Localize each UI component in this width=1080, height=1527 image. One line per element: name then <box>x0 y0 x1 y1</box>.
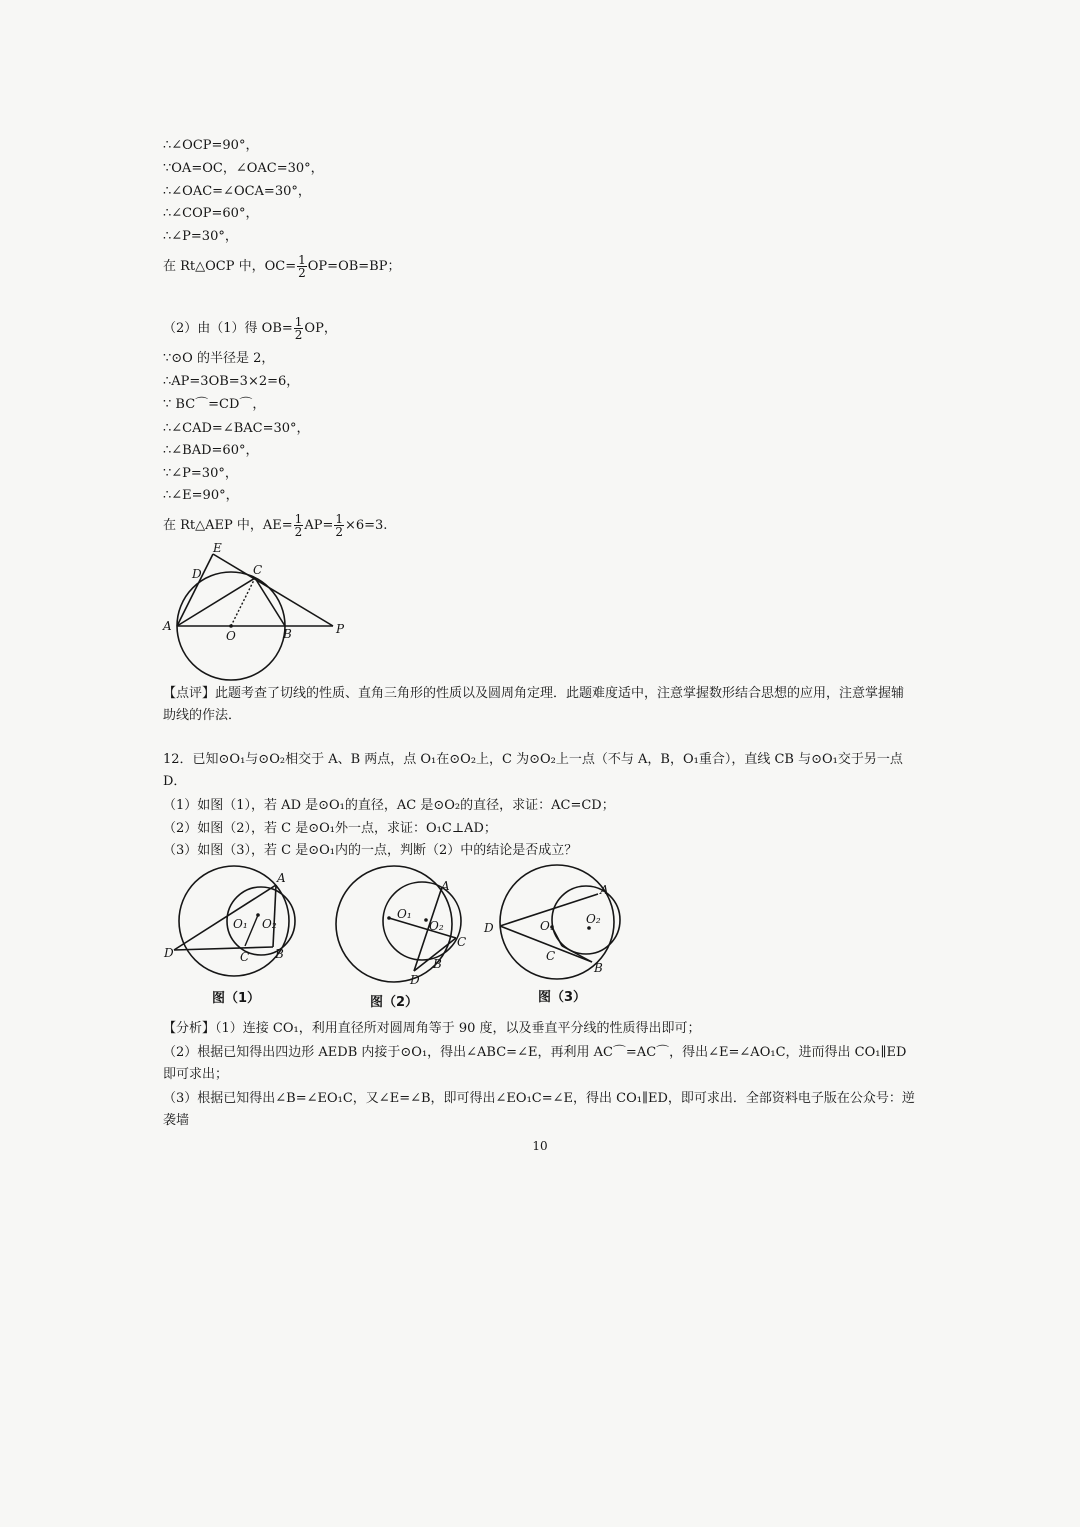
caption-figure-3: 图（3） <box>538 990 587 1005</box>
label-o2: O₂ <box>262 917 277 931</box>
line-db <box>174 947 273 950</box>
text: OP， <box>304 321 337 336</box>
line-ep <box>213 554 333 626</box>
text: 在 Rt△AEP 中，AE= <box>163 518 293 533</box>
label-b: B <box>283 627 292 641</box>
proof-line: ∵⊙O 的半径是 2， <box>163 351 275 366</box>
text: 在 Rt△OCP 中，OC= <box>163 259 297 274</box>
analysis-2: （2）根据已知得出四边形 AEDB 内接于⊙O₁，得出∠ABC=∠E，再利用 AC⌒=AC⌒，得出∠E=∠AO₁C，进而得出 CO₁∥ED 即可求出； <box>163 1045 907 1082</box>
label-c: C <box>546 949 556 963</box>
proof-line-fraction <box>163 254 400 279</box>
caption-figure-1: 图（1） <box>212 991 261 1006</box>
fraction <box>294 316 304 341</box>
label-o1: O₁ <box>397 907 412 921</box>
problem-question: （1）如图（1），若 AD 是⊙O₁的直径，AC 是⊙O₂的直径，求证：AC=CD； <box>163 798 615 813</box>
problem-stem: 12．已知⊙O₁与⊙O₂相交于 A、B 两点，点 O₁在⊙O₂上，C 为⊙O₂上一点（不与 A，B，O₁重合），直线 CB 与⊙O₁交于另一点 D． <box>163 752 903 789</box>
label-a: A <box>163 619 172 633</box>
proof-line-fraction <box>163 513 387 538</box>
label-o: O <box>226 629 236 643</box>
proof-line: ∴AP=3OB=3×2=6， <box>163 374 300 389</box>
text: （2）由（1）得 OB= <box>163 321 293 336</box>
proof-line: ∵OA=OC，∠OAC=30°， <box>163 161 324 176</box>
proof-line: ∴∠OAC=∠OCA=30°， <box>163 184 311 199</box>
label-b: B <box>594 961 603 975</box>
line-o1c <box>389 918 456 938</box>
label-c: C <box>240 950 250 964</box>
numerator: 1 <box>294 512 303 526</box>
center-o <box>229 624 233 628</box>
label-c: C <box>253 563 263 577</box>
fraction <box>334 513 344 538</box>
denominator: 2 <box>294 525 303 539</box>
figure-2 <box>330 862 480 990</box>
center-o2 <box>587 926 591 930</box>
proof-line: ∴∠E=90°， <box>163 488 239 503</box>
numerator: 1 <box>335 512 343 526</box>
line-ab <box>273 885 276 947</box>
label-o1: O₁ <box>540 919 555 933</box>
problem-question: （2）如图（2），若 C 是⊙O₁外一点，求证：O₁C⊥AD； <box>163 821 497 836</box>
fraction <box>294 513 304 538</box>
center-o2 <box>424 918 428 922</box>
label-d: D <box>410 973 420 987</box>
analysis-1: 【分析】（1）连接 CO₁，利用直径所对圆周角等于 90 度，以及垂直平分线的性质得出即可； <box>163 1021 701 1036</box>
center-o1 <box>387 916 391 920</box>
problem-question: （3）如图（3），若 C 是⊙O₁内的一点，判断（2）中的结论是否成立？ <box>163 843 578 858</box>
caption-figure-2: 图（2） <box>370 995 419 1010</box>
numerator: 1 <box>294 315 303 329</box>
denominator: 2 <box>298 266 306 280</box>
proof-line: ∵∠P=30°， <box>163 466 238 481</box>
center-dot <box>256 913 260 917</box>
line-cb <box>255 578 285 626</box>
figure-1 <box>160 862 310 984</box>
text: ×6=3. <box>344 518 388 533</box>
text: AP= <box>304 518 334 533</box>
proof-line: ∴∠P=30°， <box>163 229 238 244</box>
label-b: B <box>433 957 442 971</box>
denominator: 2 <box>294 328 303 342</box>
label-b: B <box>275 947 284 961</box>
label-p: P <box>336 622 345 636</box>
label-d: D <box>484 921 494 935</box>
page-number: 10 <box>532 1139 548 1153</box>
line-da <box>174 885 276 950</box>
fraction <box>297 254 307 279</box>
label-a: A <box>441 879 450 893</box>
proof-line: ∵ BC⌒=CD⌒， <box>163 397 266 412</box>
label-d: D <box>164 946 174 960</box>
review-comment: 【点评】此题考查了切线的性质、直角三角形的性质以及圆周角定理．此题难度适中，注意掌握数形结合思想的应用，注意掌握辅助线的作法． <box>163 686 905 723</box>
figure-3 <box>480 862 630 980</box>
label-e: E <box>213 541 222 555</box>
proof-line: ∴∠OCP=90°， <box>163 138 259 153</box>
proof-line-fraction <box>163 316 337 341</box>
label-a: A <box>277 871 286 885</box>
denominator: 2 <box>335 525 343 539</box>
label-a: A <box>600 883 609 897</box>
label-o2: O₂ <box>586 912 601 926</box>
label-o1: O₁ <box>233 917 248 931</box>
geometry-figure-tangent <box>155 540 365 685</box>
label-o2: O₂ <box>429 919 444 933</box>
analysis-3: （3）根据已知得出∠B=∠EO₁C，又∠E=∠B，即可得出∠EO₁C=∠E，得出 CO₁∥ED，即可求出．全部资料电子版在公众号：逆袭墙 <box>163 1091 915 1128</box>
label-c: C <box>457 935 467 949</box>
text: OP=OB=BP； <box>307 259 401 274</box>
proof-line: ∴∠BAD=60°， <box>163 443 259 458</box>
label-d: D <box>192 567 202 581</box>
proof-line: ∴∠COP=60°， <box>163 206 259 221</box>
proof-line: ∴∠CAD=∠BAC=30°， <box>163 421 310 436</box>
numerator: 1 <box>298 253 306 267</box>
